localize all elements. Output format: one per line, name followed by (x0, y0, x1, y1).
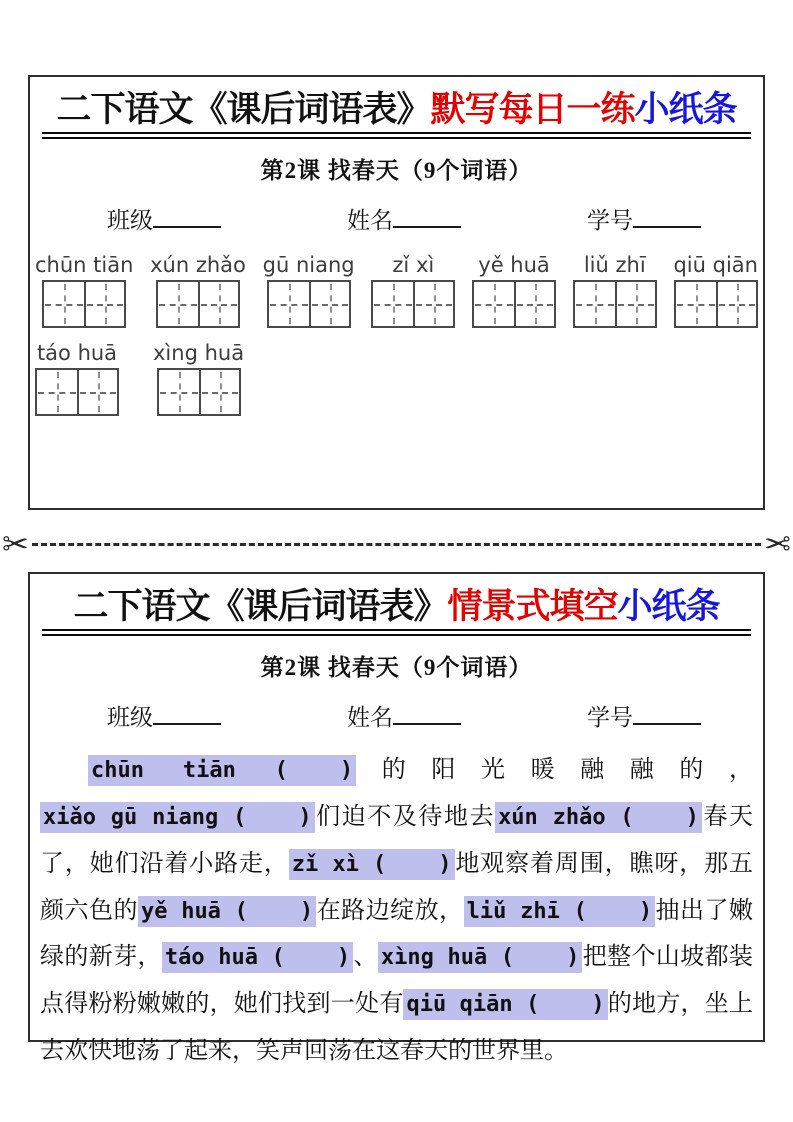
sheet1-lesson-subtitle: 第2课 找春天（9个词语） (260, 158, 533, 184)
sheet2-title-blue: 小纸条 (617, 587, 720, 626)
word-row-1 (35, 253, 758, 328)
passage-text: 、 (353, 944, 378, 971)
grid-cell (676, 282, 716, 326)
blank-pinyin: liǔ zhī (466, 898, 560, 924)
fill-in-sheet (28, 572, 765, 1064)
sheet2-title (42, 587, 751, 636)
grid-cell (77, 370, 117, 414)
blank-pinyin: xún zhǎo (498, 804, 606, 830)
word-pinyin: xún zhǎo (150, 253, 246, 278)
student-id-field (587, 202, 701, 235)
blank-paren-close: ) (339, 758, 354, 784)
grid-cell (309, 282, 349, 326)
grid-cell (269, 282, 309, 326)
blank-paren-open: ( (487, 945, 515, 971)
word-pinyin: táo huā (36, 341, 118, 366)
grid-cell (158, 282, 198, 326)
pinyin-blank (289, 849, 455, 880)
blank-pinyin: qiū qiān (406, 992, 513, 1018)
class-blank-line (153, 701, 221, 725)
blank-paren-close: ) (566, 945, 580, 971)
sheet2-title-black: 二下语文《课后词语表》 (73, 587, 448, 626)
name-label: 姓名 (347, 208, 393, 234)
pinyin-blank (88, 755, 356, 786)
blank-pinyin: zǐ xì (291, 851, 359, 877)
grid-cell (716, 282, 756, 326)
word-item (472, 253, 556, 328)
blank-paren-close: ) (591, 992, 605, 1018)
grid-cell (474, 282, 514, 326)
blank-paren-open: ( (559, 898, 587, 924)
writing-grid (157, 368, 241, 416)
scissors-icon: ✂ (764, 525, 791, 563)
name-field (347, 202, 461, 235)
word-item (263, 253, 355, 328)
word-pinyin: qiū qiān (673, 253, 758, 278)
class-blank-line (153, 204, 221, 228)
class-field (107, 202, 221, 235)
word-item (153, 341, 244, 416)
writing-grid (573, 280, 657, 328)
grid-cell (413, 282, 453, 326)
blank-paren-close: ) (299, 898, 314, 924)
word-item (673, 253, 758, 328)
writing-grid (156, 280, 240, 328)
passage-text: 春天了，她们沿着小路走， (40, 803, 754, 877)
passage-text: 们迫不及待地去 (314, 803, 496, 830)
grid-cell (373, 282, 413, 326)
sheet2-info-line (30, 699, 763, 732)
blank-paren-open: ( (605, 804, 634, 830)
writing-grid (42, 280, 126, 328)
word-item (573, 253, 657, 328)
pinyin-blank (40, 802, 315, 833)
grid-cell (514, 282, 554, 326)
word-item (150, 253, 246, 328)
grid-cell (37, 370, 77, 414)
name-blank-line (393, 701, 461, 725)
blank-paren-close: ) (438, 851, 452, 877)
sheet1-info-line (30, 202, 763, 235)
word-pinyin: zǐ xì (392, 253, 435, 278)
passage (40, 747, 753, 1075)
writing-grid (267, 280, 351, 328)
sheet1-title-black: 二下语文《课后词语表》 (56, 90, 431, 129)
blank-paren-close: ) (336, 945, 351, 971)
student-id-blank-line (633, 204, 701, 228)
blank-paren-open: ( (512, 992, 540, 1018)
blank-paren-open: ( (218, 804, 247, 830)
pinyin-blank (495, 802, 702, 833)
blank-paren-close: ) (638, 898, 653, 924)
student-id-label: 学号 (587, 705, 633, 731)
blank-paren-close: ) (298, 804, 312, 830)
sheet2-lesson-subtitle: 第2课 找春天（9个词语） (260, 655, 533, 681)
blank-paren-open: ( (358, 851, 387, 877)
class-field (107, 699, 221, 732)
grid-cell (199, 370, 239, 414)
pinyin-blank (138, 896, 316, 927)
pinyin-blank (403, 989, 607, 1020)
passage-text: 在路边绽放， (316, 897, 464, 924)
blank-pinyin: xiǎo gū niang (43, 804, 219, 830)
blank-paren-close: ) (685, 804, 699, 830)
writing-grid (371, 280, 455, 328)
name-field (347, 699, 461, 732)
word-pinyin: yě huā (478, 253, 550, 278)
passage-text: 地观察着周围，瞧呀，那五颜六色的 (40, 850, 754, 924)
class-label: 班级 (107, 705, 153, 731)
dictation-sheet (28, 75, 765, 510)
passage-text: 把整个山坡都装点得粉粉嫩嫩的，她们找到一处有 (40, 944, 754, 1018)
blank-pinyin: chūn tiān (91, 758, 236, 784)
student-id-blank-line (633, 701, 701, 725)
pinyin-blank (464, 896, 655, 927)
class-label: 班级 (107, 208, 153, 234)
pinyin-blank (378, 942, 582, 973)
writing-grid (472, 280, 556, 328)
name-blank-line (393, 204, 461, 228)
blank-pinyin: xìng huā (380, 945, 488, 971)
sheet1-title-blue: 小纸条 (634, 90, 737, 129)
student-id-field (587, 699, 701, 732)
writing-grid (35, 368, 119, 416)
grid-cell (44, 282, 84, 326)
passage-text: 抽出了嫩绿的新芽， (40, 897, 754, 971)
cut-line (2, 524, 791, 564)
name-label: 姓名 (347, 705, 393, 731)
grid-cell (84, 282, 124, 326)
writing-grid (674, 280, 758, 328)
grid-cell (575, 282, 615, 326)
grid-cell (198, 282, 238, 326)
sheet1-title (42, 90, 751, 139)
grid-cell (159, 370, 199, 414)
word-pinyin: liǔ zhī (583, 253, 646, 278)
word-item (371, 253, 455, 328)
student-id-label: 学号 (587, 208, 633, 234)
blank-paren-open: ( (258, 945, 285, 971)
blank-paren-open: ( (235, 758, 288, 784)
sheet2-title-red: 情景式填空 (447, 587, 618, 626)
passage-text: 的阳光暖融融的， (356, 757, 753, 784)
word-pinyin: chūn tiān (35, 253, 134, 278)
word-row-2 (35, 341, 758, 416)
sheet1-title-red: 默写每日一练 (430, 90, 635, 129)
dashed-cut-rule (32, 543, 761, 546)
word-item (35, 253, 133, 328)
blank-pinyin: táo huā (164, 945, 259, 971)
scissors-icon: ✂ (2, 525, 29, 563)
blank-pinyin: yě huā (140, 898, 221, 924)
word-item (35, 341, 119, 416)
word-pinyin: gū niang (262, 253, 355, 278)
pinyin-blank (162, 942, 353, 973)
passage-text: 的地方，坐上去欢快地荡了起来，笑声回荡在这春天的世界里。 (40, 991, 754, 1064)
grid-cell (615, 282, 655, 326)
word-pinyin: xìng huā (153, 341, 245, 366)
blank-paren-open: ( (220, 898, 248, 924)
